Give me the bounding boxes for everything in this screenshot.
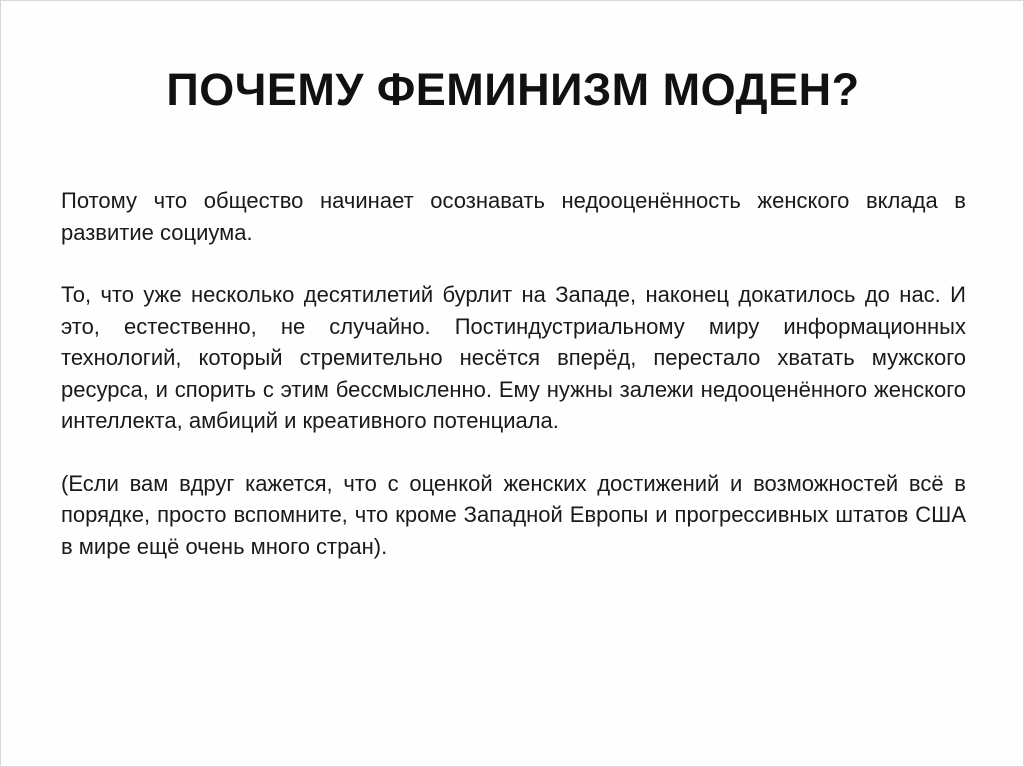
- slide-title: ПОЧЕМУ ФЕМИНИЗМ МОДЕН?: [166, 64, 860, 115]
- paragraph-2: То, что уже несколько десятилетий бурлит на Западе, наконец докатилось до нас. И это, естественно, не случайно. Постиндустриальному миру информационных технологий, который стремительно несётся вперёд, перестало хватать мужского ресурса, и спорить с этим бессмысленно. Ему нужны залежи недооценённого женского интеллекта, амбиций и креативного потенциала.: [61, 282, 966, 433]
- paragraph-3: (Если вам вдруг кажется, что с оценкой женских достижений и возможностей всё в порядке, просто вспомните, что кроме Западной Европы и прогрессивных штатов США в мире ещё очень много стран).: [61, 470, 966, 559]
- paragraph-1: Потому что общество начинает осознавать недооценённость женского вклада в развитие социума.: [61, 188, 966, 245]
- slide-body: [61, 185, 966, 593]
